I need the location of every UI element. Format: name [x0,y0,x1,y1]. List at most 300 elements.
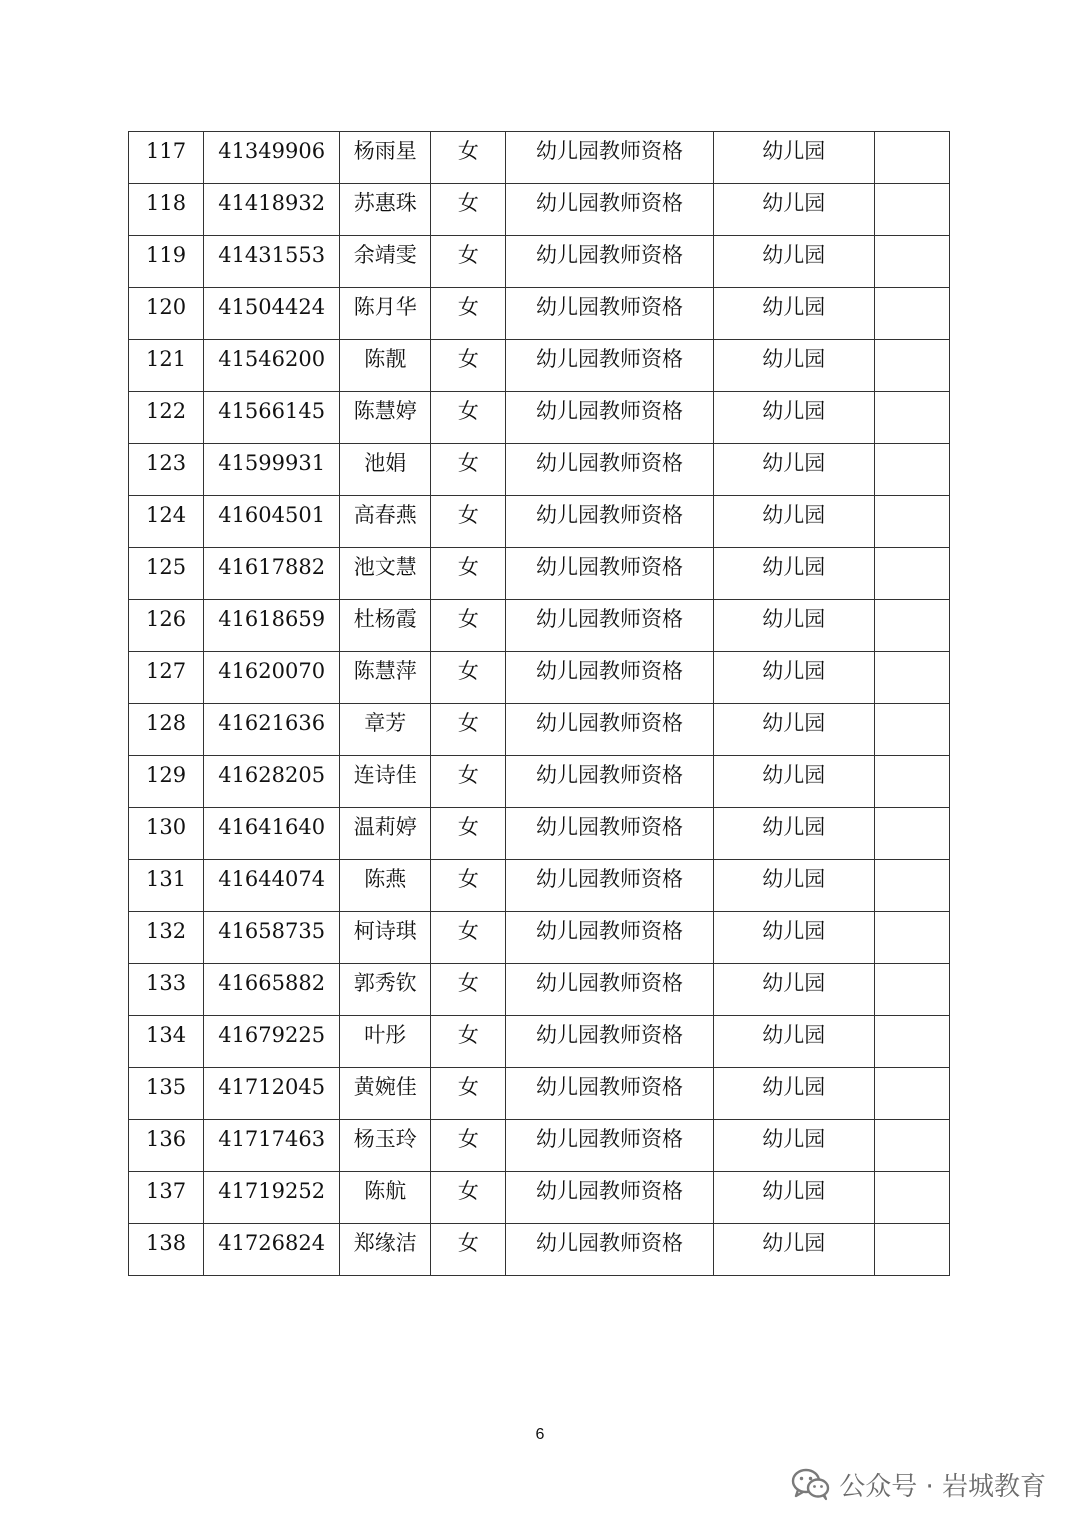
remark-cell [874,288,949,340]
qualification-type-cell-text: 幼儿园教师资格 [536,399,684,423]
row-number-cell-text: 131 [145,867,187,891]
table-row [129,236,950,288]
qualification-type-cell [506,340,713,392]
name-cell [340,548,431,600]
name-cell-text: 陈航 [364,1179,407,1203]
gender-cell-text: 女 [457,451,479,475]
row-number-cell [129,444,204,496]
gender-cell-text: 女 [457,815,479,839]
school-level-cell-text: 幼儿园 [762,971,826,995]
row-number-cell-text: 121 [145,347,187,371]
remark-cell [874,444,949,496]
candidate-id-cell [204,236,340,288]
school-level-cell [713,184,874,236]
remark-cell [874,756,949,808]
name-cell [340,600,431,652]
gender-cell-text: 女 [457,763,479,787]
gender-cell [431,1224,506,1276]
gender-cell-text: 女 [457,139,479,163]
table-row [129,704,950,756]
qualification-type-cell-text: 幼儿园教师资格 [536,243,684,267]
row-number-cell-text: 136 [145,1127,187,1151]
gender-cell-text: 女 [457,1179,479,1203]
row-number-cell [129,1120,204,1172]
candidate-id-cell [204,860,340,912]
candidate-id-cell [204,1068,340,1120]
school-level-cell [713,288,874,340]
row-number-cell-text: 124 [145,503,187,527]
row-number-cell-text: 125 [145,555,187,579]
qualification-type-cell [506,548,713,600]
school-level-cell-text: 幼儿园 [762,295,826,319]
qualification-type-cell-text: 幼儿园教师资格 [536,659,684,683]
school-level-cell [713,392,874,444]
gender-cell [431,340,506,392]
name-cell-text: 陈慧婷 [353,399,417,423]
name-cell [340,184,431,236]
table-row [129,808,950,860]
qualification-type-cell-text: 幼儿园教师资格 [536,867,684,891]
candidate-id-cell-text: 41620070 [218,659,326,683]
qualification-type-cell-text: 幼儿园教师资格 [536,1231,684,1255]
row-number-cell [129,1172,204,1224]
name-cell [340,236,431,288]
gender-cell-text: 女 [457,971,479,995]
qualification-type-cell [506,912,713,964]
name-cell-text: 陈月华 [353,295,417,319]
gender-cell-text: 女 [457,919,479,943]
row-number-cell [129,132,204,184]
remark-cell [874,496,949,548]
name-cell [340,704,431,756]
name-cell [340,392,431,444]
candidate-id-cell [204,964,340,1016]
qualification-type-cell [506,496,713,548]
name-cell [340,444,431,496]
qualification-type-cell-text: 幼儿园教师资格 [536,295,684,319]
row-number-cell-text: 135 [145,1075,187,1099]
school-level-cell [713,860,874,912]
candidate-id-cell-text: 41621636 [218,711,326,735]
qualification-type-cell [506,652,713,704]
gender-cell [431,548,506,600]
candidate-id-cell-text: 41719252 [218,1179,326,1203]
name-cell [340,860,431,912]
candidate-id-cell-text: 41546200 [218,347,326,371]
name-cell [340,1016,431,1068]
row-number-cell-text: 117 [145,139,187,163]
table-row [129,444,950,496]
qualification-type-cell [506,184,713,236]
school-level-cell-text: 幼儿园 [762,919,826,943]
school-level-cell-text: 幼儿园 [762,659,826,683]
row-number-cell-text: 133 [145,971,187,995]
school-level-cell-text: 幼儿园 [762,1231,826,1255]
qualification-type-cell-text: 幼儿园教师资格 [536,815,684,839]
name-cell [340,756,431,808]
gender-cell [431,808,506,860]
row-number-cell [129,652,204,704]
gender-cell-text: 女 [457,555,479,579]
gender-cell-text: 女 [457,295,479,319]
candidate-id-cell [204,184,340,236]
row-number-cell [129,392,204,444]
gender-cell [431,496,506,548]
table-row [129,1068,950,1120]
school-level-cell [713,1172,874,1224]
school-level-cell-text: 幼儿园 [762,503,826,527]
row-number-cell [129,1068,204,1120]
school-level-cell [713,964,874,1016]
table-row [129,756,950,808]
candidate-id-cell-text: 41658735 [218,919,326,943]
gender-cell-text: 女 [457,1127,479,1151]
gender-cell-text: 女 [457,1023,479,1047]
name-cell [340,1224,431,1276]
school-level-cell-text: 幼儿园 [762,1127,826,1151]
candidate-id-cell [204,132,340,184]
qualification-type-cell-text: 幼儿园教师资格 [536,607,684,631]
remark-cell [874,236,949,288]
qualification-type-cell [506,288,713,340]
remark-cell [874,600,949,652]
name-cell-text: 余靖雯 [353,243,417,267]
table-row [129,1224,950,1276]
school-level-cell [713,548,874,600]
name-cell [340,288,431,340]
candidate-id-cell-text: 41349906 [218,139,326,163]
qualification-type-cell-text: 幼儿园教师资格 [536,347,684,371]
name-cell-text: 池文慧 [353,555,417,579]
name-cell-text: 陈靓 [364,347,407,371]
school-level-cell [713,1120,874,1172]
gender-cell [431,1068,506,1120]
gender-cell [431,912,506,964]
gender-cell-text: 女 [457,607,479,631]
row-number-cell [129,548,204,600]
qualification-type-cell-text: 幼儿园教师资格 [536,1023,684,1047]
remark-cell [874,548,949,600]
row-number-cell [129,340,204,392]
candidate-id-cell [204,756,340,808]
candidate-id-cell-text: 41566145 [218,399,326,423]
row-number-cell-text: 118 [145,191,187,215]
qualification-type-cell-text: 幼儿园教师资格 [536,1127,684,1151]
school-level-cell-text: 幼儿园 [762,1075,826,1099]
gender-cell [431,756,506,808]
gender-cell [431,444,506,496]
row-number-cell [129,1016,204,1068]
gender-cell-text: 女 [457,347,479,371]
school-level-cell-text: 幼儿园 [762,451,826,475]
table-row [129,184,950,236]
school-level-cell [713,236,874,288]
name-cell [340,808,431,860]
school-level-cell-text: 幼儿园 [762,399,826,423]
remark-cell [874,860,949,912]
school-level-cell [713,1016,874,1068]
name-cell-text: 连诗佳 [353,763,417,787]
name-cell-text: 苏惠珠 [353,191,417,215]
gender-cell [431,1172,506,1224]
qualification-type-cell-text: 幼儿园教师资格 [536,1075,684,1099]
watermark-text: 公众号 · 岩城教育 [839,1471,1046,1502]
name-cell [340,340,431,392]
qualification-type-cell [506,964,713,1016]
qualification-type-cell-text: 幼儿园教师资格 [536,1179,684,1203]
row-number-cell-text: 119 [145,243,187,267]
gender-cell-text: 女 [457,503,479,527]
candidate-id-cell [204,1016,340,1068]
row-number-cell-text: 129 [145,763,187,787]
school-level-cell [713,652,874,704]
name-cell-text: 温莉婷 [353,815,417,839]
school-level-cell [713,132,874,184]
row-number-cell [129,964,204,1016]
remark-cell [874,1224,949,1276]
qualification-type-cell [506,1224,713,1276]
name-cell-text: 杨雨星 [353,139,417,163]
table-row [129,392,950,444]
qualification-type-cell-text: 幼儿园教师资格 [536,451,684,475]
name-cell [340,496,431,548]
gender-cell [431,1120,506,1172]
remark-cell [874,964,949,1016]
candidate-id-cell [204,1172,340,1224]
qualification-type-cell-text: 幼儿园教师资格 [536,919,684,943]
remark-cell [874,132,949,184]
gender-cell [431,652,506,704]
name-cell-text: 郭秀钦 [353,971,417,995]
gender-cell [431,236,506,288]
qualification-type-cell [506,132,713,184]
row-number-cell [129,756,204,808]
qualification-type-cell-text: 幼儿园教师资格 [536,971,684,995]
row-number-cell [129,184,204,236]
school-level-cell [713,704,874,756]
qualification-type-cell-text: 幼儿园教师资格 [536,711,684,735]
row-number-cell-text: 120 [145,295,187,319]
name-cell-text: 叶彤 [364,1023,407,1047]
gender-cell [431,392,506,444]
qualification-type-cell [506,1016,713,1068]
qualification-type-cell [506,704,713,756]
table-row [129,288,950,340]
candidate-id-cell [204,1224,340,1276]
gender-cell [431,132,506,184]
candidate-id-cell-text: 41628205 [218,763,326,787]
remark-cell [874,704,949,756]
table-row [129,548,950,600]
row-number-cell-text: 130 [145,815,187,839]
table-row [129,600,950,652]
candidate-id-cell [204,392,340,444]
qualification-type-cell [506,808,713,860]
row-number-cell [129,704,204,756]
school-level-cell-text: 幼儿园 [762,763,826,787]
name-cell [340,1120,431,1172]
school-level-cell-text: 幼儿园 [762,711,826,735]
table-row [129,860,950,912]
candidate-id-cell-text: 41679225 [218,1023,326,1047]
page-number: 6 [535,1426,545,1443]
candidate-id-cell [204,1120,340,1172]
qualification-type-cell [506,860,713,912]
candidate-id-cell [204,912,340,964]
row-number-cell [129,860,204,912]
candidate-id-cell-text: 41717463 [218,1127,326,1151]
gender-cell-text: 女 [457,1075,479,1099]
name-cell-text: 池娟 [364,451,407,475]
row-number-cell [129,236,204,288]
name-cell-text: 陈慧萍 [353,659,417,683]
gender-cell-text: 女 [457,711,479,735]
row-number-cell-text: 128 [145,711,187,735]
gender-cell [431,860,506,912]
qualification-type-cell [506,1068,713,1120]
candidate-id-cell-text: 41604501 [218,503,326,527]
school-level-cell-text: 幼儿园 [762,607,826,631]
name-cell-text: 章芳 [364,711,407,735]
qualification-type-cell [506,1120,713,1172]
remark-cell [874,912,949,964]
qualification-type-cell [506,1172,713,1224]
qualification-type-cell-text: 幼儿园教师资格 [536,503,684,527]
row-number-cell [129,1224,204,1276]
candidate-id-cell-text: 41641640 [218,815,326,839]
gender-cell [431,288,506,340]
candidate-id-cell-text: 41418932 [218,191,326,215]
candidate-id-cell [204,444,340,496]
qualification-type-cell [506,392,713,444]
qualification-type-cell [506,600,713,652]
row-number-cell [129,600,204,652]
remark-cell [874,392,949,444]
table-row [129,964,950,1016]
name-cell-text: 黄婉佳 [353,1075,417,1099]
remark-cell [874,1068,949,1120]
candidate-id-cell-text: 41599931 [218,451,326,475]
gender-cell [431,964,506,1016]
remark-cell [874,1172,949,1224]
row-number-cell-text: 138 [145,1231,187,1255]
row-number-cell-text: 126 [145,607,187,631]
qualification-type-cell-text: 幼儿园教师资格 [536,555,684,579]
name-cell [340,132,431,184]
qualification-type-cell [506,756,713,808]
candidate-id-cell [204,652,340,704]
candidate-id-cell-text: 41618659 [218,607,326,631]
row-number-cell-text: 132 [145,919,187,943]
school-level-cell-text: 幼儿园 [762,555,826,579]
school-level-cell-text: 幼儿园 [762,867,826,891]
school-level-cell-text: 幼儿园 [762,1179,826,1203]
school-level-cell [713,444,874,496]
name-cell [340,1172,431,1224]
candidate-id-cell [204,704,340,756]
gender-cell-text: 女 [457,659,479,683]
school-level-cell [713,912,874,964]
candidate-id-cell-text: 41712045 [218,1075,326,1099]
gender-cell-text: 女 [457,191,479,215]
gender-cell [431,600,506,652]
school-level-cell-text: 幼儿园 [762,347,826,371]
remark-cell [874,1016,949,1068]
school-level-cell [713,340,874,392]
name-cell-text: 郑缘洁 [353,1231,417,1255]
remark-cell [874,808,949,860]
gender-cell-text: 女 [457,867,479,891]
gender-cell [431,1016,506,1068]
gender-cell-text: 女 [457,243,479,267]
row-number-cell-text: 134 [145,1023,187,1047]
table-row [129,1172,950,1224]
school-level-cell-text: 幼儿园 [762,191,826,215]
table-row [129,132,950,184]
table-row [129,496,950,548]
row-number-cell-text: 122 [145,399,187,423]
row-number-cell-text: 137 [145,1179,187,1203]
candidate-id-cell-text: 41617882 [218,555,326,579]
school-level-cell [713,1224,874,1276]
remark-cell [874,184,949,236]
results-table [128,131,950,1276]
row-number-cell [129,808,204,860]
qualification-type-cell [506,236,713,288]
candidate-id-cell [204,340,340,392]
school-level-cell-text: 幼儿园 [762,815,826,839]
candidate-id-cell [204,808,340,860]
name-cell [340,912,431,964]
row-number-cell-text: 123 [145,451,187,475]
table-row [129,1120,950,1172]
row-number-cell [129,496,204,548]
name-cell [340,652,431,704]
name-cell-text: 高春燕 [353,503,417,527]
qualification-type-cell-text: 幼儿园教师资格 [536,763,684,787]
candidate-id-cell [204,548,340,600]
remark-cell [874,1120,949,1172]
candidate-id-cell [204,496,340,548]
row-number-cell-text: 127 [145,659,187,683]
school-level-cell-text: 幼儿园 [762,139,826,163]
remark-cell [874,340,949,392]
name-cell-text: 柯诗琪 [353,919,417,943]
row-number-cell [129,288,204,340]
qualification-type-cell [506,444,713,496]
name-cell-text: 杨玉玲 [353,1127,417,1151]
qualification-type-cell-text: 幼儿园教师资格 [536,139,684,163]
candidate-id-cell-text: 41431553 [218,243,326,267]
school-level-cell-text: 幼儿园 [762,1023,826,1047]
gender-cell [431,704,506,756]
gender-cell-text: 女 [457,399,479,423]
candidate-id-cell [204,600,340,652]
table-body [129,132,950,1276]
candidate-id-cell-text: 41504424 [218,295,326,319]
table-row [129,652,950,704]
school-level-cell [713,756,874,808]
school-level-cell-text: 幼儿园 [762,243,826,267]
table-row [129,1016,950,1068]
remark-cell [874,652,949,704]
school-level-cell [713,808,874,860]
gender-cell [431,184,506,236]
table-row [129,912,950,964]
name-cell [340,964,431,1016]
row-number-cell [129,912,204,964]
table-row [129,340,950,392]
